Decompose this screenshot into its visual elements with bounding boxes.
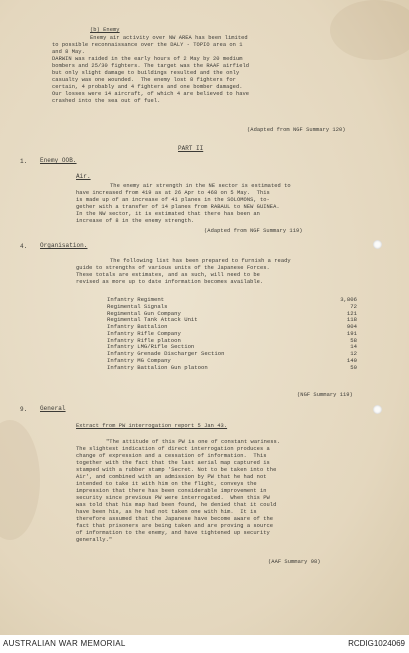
source-note: (Adapted from NGF Summary 119) [204,228,303,234]
body-line: impression that there has been considerable improvement in [76,488,267,494]
part-heading: PART II [178,145,204,152]
body-line: "The attitude of this PW is one of constant wariness. [106,439,281,445]
unit-strength: 3,806 [340,296,357,303]
unit-name: Regimental Tank Attack Unit [107,316,198,324]
unit-name: Infantry Battalion [107,323,168,330]
body-line: generally." [76,537,113,543]
punch-hole [373,240,382,249]
unit-strength: 121 [346,309,357,317]
unit-strength: 12 [350,350,357,357]
enemy-line: but only slight damage to buildings resulted and the only [52,70,240,76]
body-line: The enemy air strength in the NE sector is estimated to [110,183,291,189]
paper-stain [0,420,40,540]
unit-strength: 140 [346,356,357,364]
paper-stain [330,0,409,60]
section-title: General [40,405,66,412]
section-subtitle: Air. [76,173,91,180]
unit-strength-table [107,297,357,371]
unit-name: Infantry Rifle Company [107,329,181,337]
table-row [107,365,357,372]
body-line: therefore assumed that the Japanese have become aware of the [76,516,274,522]
enemy-line: to possible reconnaissance over the DALY - TOPIO area on 1 [52,42,243,48]
unit-name: Infantry Regiment [107,296,165,303]
section-number: 1. [20,158,28,165]
unit-name: Infantry LMG/Rifle Section [107,343,195,351]
unit-name: Infantry Grenade Discharger Section [107,350,225,357]
source-note: (Adapted from NGF Summary 120) [247,127,346,133]
enemy-line: crashed into the sea out of fuel. [52,98,161,104]
unit-name: Infantry Battalion Gun platoon [107,363,208,371]
unit-strength: 118 [346,316,357,324]
unit-name: Infantry Rifle platoon [107,336,181,344]
body-line: was told that his map had been found, he denied that it could [76,502,277,508]
enemy-line: certain, 4 probably and 4 fighters and one bomber damaged. [52,84,243,90]
unit-name: Regimental Gun Company [107,309,181,317]
unit-strength: 14 [350,343,357,351]
body-line: revised as more up to date information becomes available. [76,279,264,285]
body-line: together with the fact that the last aerial map captured is [76,460,270,466]
body-line: The following list has been prepared to furnish a ready [110,258,291,264]
enemy-line: Enemy air activity over NW AREA has been limited [90,35,248,41]
unit-name: Infantry MG Company [107,356,171,364]
enemy-heading: (b) Enemy [90,27,120,33]
body-line: have been his, as he had not taken one with him. It is [76,509,257,515]
body-line: is made up of an increase of 41 planes in the SOLOMONS, to- [76,197,270,203]
source-note: (AAF Summary 98) [268,559,321,565]
body-line: These totals are estimates, and as such, will need to be [76,272,260,278]
unit-strength: 58 [350,336,357,344]
body-line: change of expression and a cessation of information. This [76,453,267,459]
punch-hole [373,405,382,414]
enemy-line: bombers and 25/30 fighters. The target was the RAAF airfield [52,63,250,69]
enemy-line: and 8 May. [52,49,85,55]
body-line: security since previous PW were interrogated. When this PW [76,495,270,501]
body-line: of information to the enemy, and have tightened up security [76,530,270,536]
source-note: (NGF Summary 119) [297,392,353,398]
body-line: intended to take it with him on the flight, conveys the [76,481,257,487]
body-line: have increased from 419 as at 26 Apr to 468 on 5 May. This [76,190,270,196]
enemy-line: casualty was one wounded. The enemy lost 8 fighters for [52,77,236,83]
unit-strength: 72 [350,302,357,310]
unit-strength: 191 [346,329,357,337]
body-line: Air', and combined with an admission by PW that he had not [76,474,267,480]
archive-name: AUSTRALIAN WAR MEMORIAL [3,639,126,648]
unit-strength: 904 [346,323,357,330]
section-title: Enemy OOB. [40,157,77,164]
unit-name: Regimental Signals [107,302,168,310]
enemy-line: DARWIN was raided in the early hours of 2 May by 20 medium [52,56,243,62]
enemy-line: Our losses were 14 aircraft, of which 4 are believed to have [52,91,250,97]
unit-strength: 50 [350,363,357,371]
body-line: stamped with a rubber stamp 'Secret. Not to be taken into the [76,467,277,473]
body-line: The slightest indication of direct interrogation produces a [76,446,270,452]
archive-reference: RCDIG1024069 [348,639,405,648]
body-line: increase of 8 in the enemy strength. [76,218,195,224]
body-line: guide to strengths of various units of the Japanese Forces. [76,265,270,271]
extract-title: Extract from PW interrogation report 5 Jan 43. [76,423,228,429]
body-line: fact that prisoners are being taken and are proving a source [76,523,274,529]
section-number: 9. [20,406,28,413]
body-line: In the NW sector, it is estimated that there has been an [76,211,260,217]
archive-footer [0,635,409,653]
body-line: gether with a transfer of 14 planes from RABAUL to NEW GUINEA. [76,204,280,210]
section-title: Organisation. [40,242,88,249]
section-number: 4. [20,243,28,250]
